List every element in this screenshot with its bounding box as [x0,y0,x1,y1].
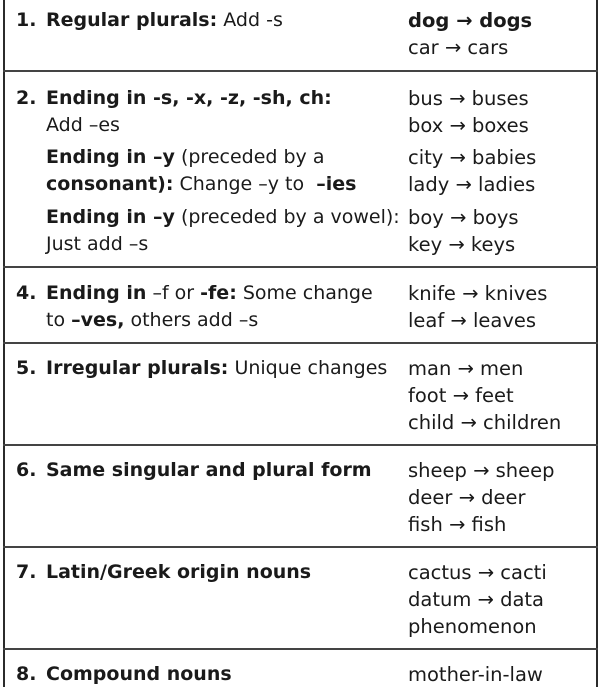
rule-5: 5. Irregular plurals: Unique changes [16,357,388,379]
example-2c-1: boy → boys [408,206,519,229]
example-5-1: man → men [408,357,524,380]
example-4-2: leaf → leaves [408,309,537,332]
example-7-3: phenomenon [408,615,537,638]
example-7-1: cactus → cacti [408,561,547,584]
example-5-3: child → children [408,411,562,434]
row-divider [3,342,598,344]
row-divider [3,70,598,72]
example-2a-2: box → boxes [408,114,529,137]
rule-7: 7. Latin/Greek origin nouns [16,561,312,583]
example-1-2: car → cars [408,36,509,59]
rule-2c: Ending in –y (preceded by a vowel): Just add –s [46,206,400,255]
example-5-2: foot → feet [408,384,514,407]
row-divider [3,648,598,650]
example-6-3: fish → fish [408,513,507,536]
example-6-1: sheep → sheep [408,459,555,482]
example-4-1: knife → knives [408,282,548,305]
rule-2b: Ending in –y (preceded by a consonant): Change –y to –ies [46,146,357,195]
rule-8: 8. Compound nouns [16,663,232,685]
rule-4: 4. Ending in –f or -fe: Some change to –ves, others add –s [16,282,373,331]
rule-1: 1. Regular plurals: Add -s [16,9,283,31]
example-6-2: deer → deer [408,486,526,509]
example-2a-1: bus → buses [408,87,529,110]
example-2b-2: lady → ladies [408,173,536,196]
row-divider [3,266,598,268]
example-2c-2: key → keys [408,233,516,256]
example-2b-1: city → babies [408,146,537,169]
row-divider [3,546,598,548]
row-divider [3,444,598,446]
example-1-1: dog → dogs [408,9,533,32]
rule-2a: 2. Ending in -s, -x, -z, -sh, ch: Add –es [16,87,332,136]
example-7-2: datum → data [408,588,544,611]
rule-6: 6. Same singular and plural form [16,459,372,481]
example-8-1: mother-in-law [408,663,543,686]
